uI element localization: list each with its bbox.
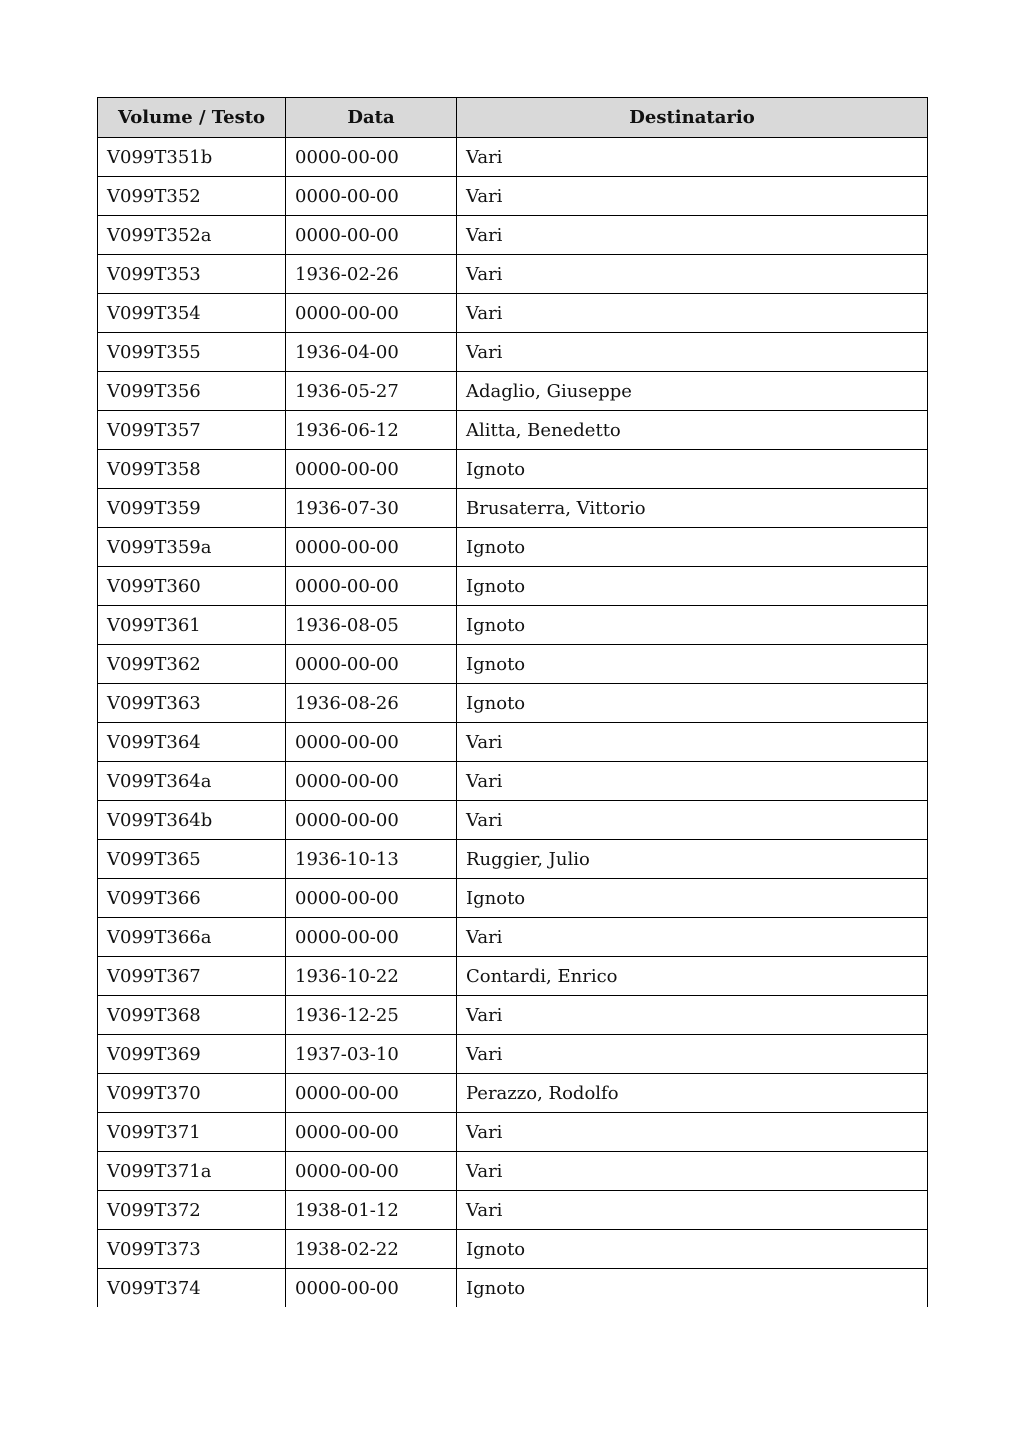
cell-volume-testo: V099T362 [98,645,286,684]
cell-destinatario: Ignoto [457,1230,928,1269]
cell-data: 0000-00-00 [286,879,457,918]
cell-destinatario: Vari [457,1035,928,1074]
document-page [97,97,927,1307]
cell-data: 0000-00-00 [286,1074,457,1113]
table-row [98,996,928,1035]
table-row [98,723,928,762]
table-row [98,1269,928,1308]
cell-destinatario: Adaglio, Giuseppe [457,372,928,411]
cell-destinatario: Contardi, Enrico [457,957,928,996]
header-destinatario: Destinatario [457,98,928,138]
cell-destinatario: Perazzo, Rodolfo [457,1074,928,1113]
cell-data: 0000-00-00 [286,528,457,567]
cell-volume-testo: V099T358 [98,450,286,489]
cell-volume-testo: V099T365 [98,840,286,879]
table-row [98,1035,928,1074]
table-row [98,762,928,801]
cell-data: 1936-02-26 [286,255,457,294]
cell-volume-testo: V099T359a [98,528,286,567]
cell-volume-testo: V099T369 [98,1035,286,1074]
cell-data: 1936-06-12 [286,411,457,450]
cell-volume-testo: V099T359 [98,489,286,528]
cell-data: 0000-00-00 [286,216,457,255]
cell-data: 0000-00-00 [286,918,457,957]
cell-data: 0000-00-00 [286,723,457,762]
cell-data: 1936-05-27 [286,372,457,411]
table-header-row [98,98,928,138]
cell-data: 0000-00-00 [286,801,457,840]
cell-data: 0000-00-00 [286,177,457,216]
header-data: Data [286,98,457,138]
table-row [98,177,928,216]
cell-destinatario: Ignoto [457,879,928,918]
table-row [98,567,928,606]
table-row [98,372,928,411]
cell-destinatario: Vari [457,294,928,333]
cell-volume-testo: V099T364 [98,723,286,762]
cell-data: 1937-03-10 [286,1035,457,1074]
cell-data: 0000-00-00 [286,645,457,684]
cell-volume-testo: V099T357 [98,411,286,450]
cell-destinatario: Vari [457,918,928,957]
cell-volume-testo: V099T372 [98,1191,286,1230]
letters-table [97,97,928,1307]
table-row [98,333,928,372]
cell-destinatario: Vari [457,801,928,840]
table-row [98,1113,928,1152]
table-row [98,645,928,684]
table-row [98,606,928,645]
table-row [98,801,928,840]
cell-data: 0000-00-00 [286,294,457,333]
cell-volume-testo: V099T366 [98,879,286,918]
table-row [98,138,928,177]
table-row [98,1074,928,1113]
table-row [98,1191,928,1230]
table-row [98,450,928,489]
cell-data: 0000-00-00 [286,567,457,606]
cell-data: 1936-04-00 [286,333,457,372]
cell-destinatario: Vari [457,1113,928,1152]
cell-destinatario: Brusaterra, Vittorio [457,489,928,528]
cell-volume-testo: V099T373 [98,1230,286,1269]
table-row [98,879,928,918]
table-row [98,528,928,567]
cell-destinatario: Ignoto [457,645,928,684]
table-row [98,216,928,255]
cell-data: 1936-12-25 [286,996,457,1035]
cell-destinatario: Ruggier, Julio [457,840,928,879]
table-row [98,1152,928,1191]
table-row [98,918,928,957]
cell-destinatario: Ignoto [457,450,928,489]
cell-destinatario: Vari [457,762,928,801]
cell-destinatario: Ignoto [457,528,928,567]
cell-volume-testo: V099T367 [98,957,286,996]
cell-data: 1936-08-26 [286,684,457,723]
cell-destinatario: Vari [457,333,928,372]
cell-volume-testo: V099T368 [98,996,286,1035]
cell-volume-testo: V099T371 [98,1113,286,1152]
cell-volume-testo: V099T371a [98,1152,286,1191]
cell-data: 1936-08-05 [286,606,457,645]
cell-destinatario: Vari [457,1152,928,1191]
table-row [98,294,928,333]
cell-volume-testo: V099T355 [98,333,286,372]
cell-data: 1936-10-13 [286,840,457,879]
cell-data: 0000-00-00 [286,138,457,177]
cell-volume-testo: V099T366a [98,918,286,957]
cell-destinatario: Vari [457,996,928,1035]
cell-destinatario: Vari [457,255,928,294]
table-row [98,684,928,723]
cell-data: 1938-01-12 [286,1191,457,1230]
cell-data: 0000-00-00 [286,450,457,489]
cell-data: 0000-00-00 [286,1269,457,1308]
cell-volume-testo: V099T364a [98,762,286,801]
cell-destinatario: Ignoto [457,1269,928,1308]
cell-volume-testo: V099T374 [98,1269,286,1308]
cell-destinatario: Ignoto [457,567,928,606]
cell-volume-testo: V099T352a [98,216,286,255]
table-row [98,255,928,294]
cell-destinatario: Ignoto [457,606,928,645]
cell-destinatario: Vari [457,723,928,762]
cell-volume-testo: V099T353 [98,255,286,294]
cell-destinatario: Ignoto [457,684,928,723]
cell-volume-testo: V099T351b [98,138,286,177]
cell-data: 1936-07-30 [286,489,457,528]
cell-data: 0000-00-00 [286,762,457,801]
cell-volume-testo: V099T364b [98,801,286,840]
cell-destinatario: Vari [457,1191,928,1230]
cell-destinatario: Vari [457,177,928,216]
table-row [98,840,928,879]
table-row [98,489,928,528]
cell-destinatario: Vari [457,216,928,255]
table-row [98,957,928,996]
cell-volume-testo: V099T361 [98,606,286,645]
cell-volume-testo: V099T370 [98,1074,286,1113]
cell-data: 1938-02-22 [286,1230,457,1269]
cell-volume-testo: V099T356 [98,372,286,411]
table-row [98,1230,928,1269]
cell-destinatario: Vari [457,138,928,177]
cell-volume-testo: V099T360 [98,567,286,606]
cell-data: 1936-10-22 [286,957,457,996]
table-body [98,138,928,1308]
cell-data: 0000-00-00 [286,1152,457,1191]
header-volume-testo: Volume / Testo [98,98,286,138]
cell-destinatario: Alitta, Benedetto [457,411,928,450]
cell-volume-testo: V099T363 [98,684,286,723]
cell-data: 0000-00-00 [286,1113,457,1152]
cell-volume-testo: V099T354 [98,294,286,333]
cell-volume-testo: V099T352 [98,177,286,216]
table-row [98,411,928,450]
